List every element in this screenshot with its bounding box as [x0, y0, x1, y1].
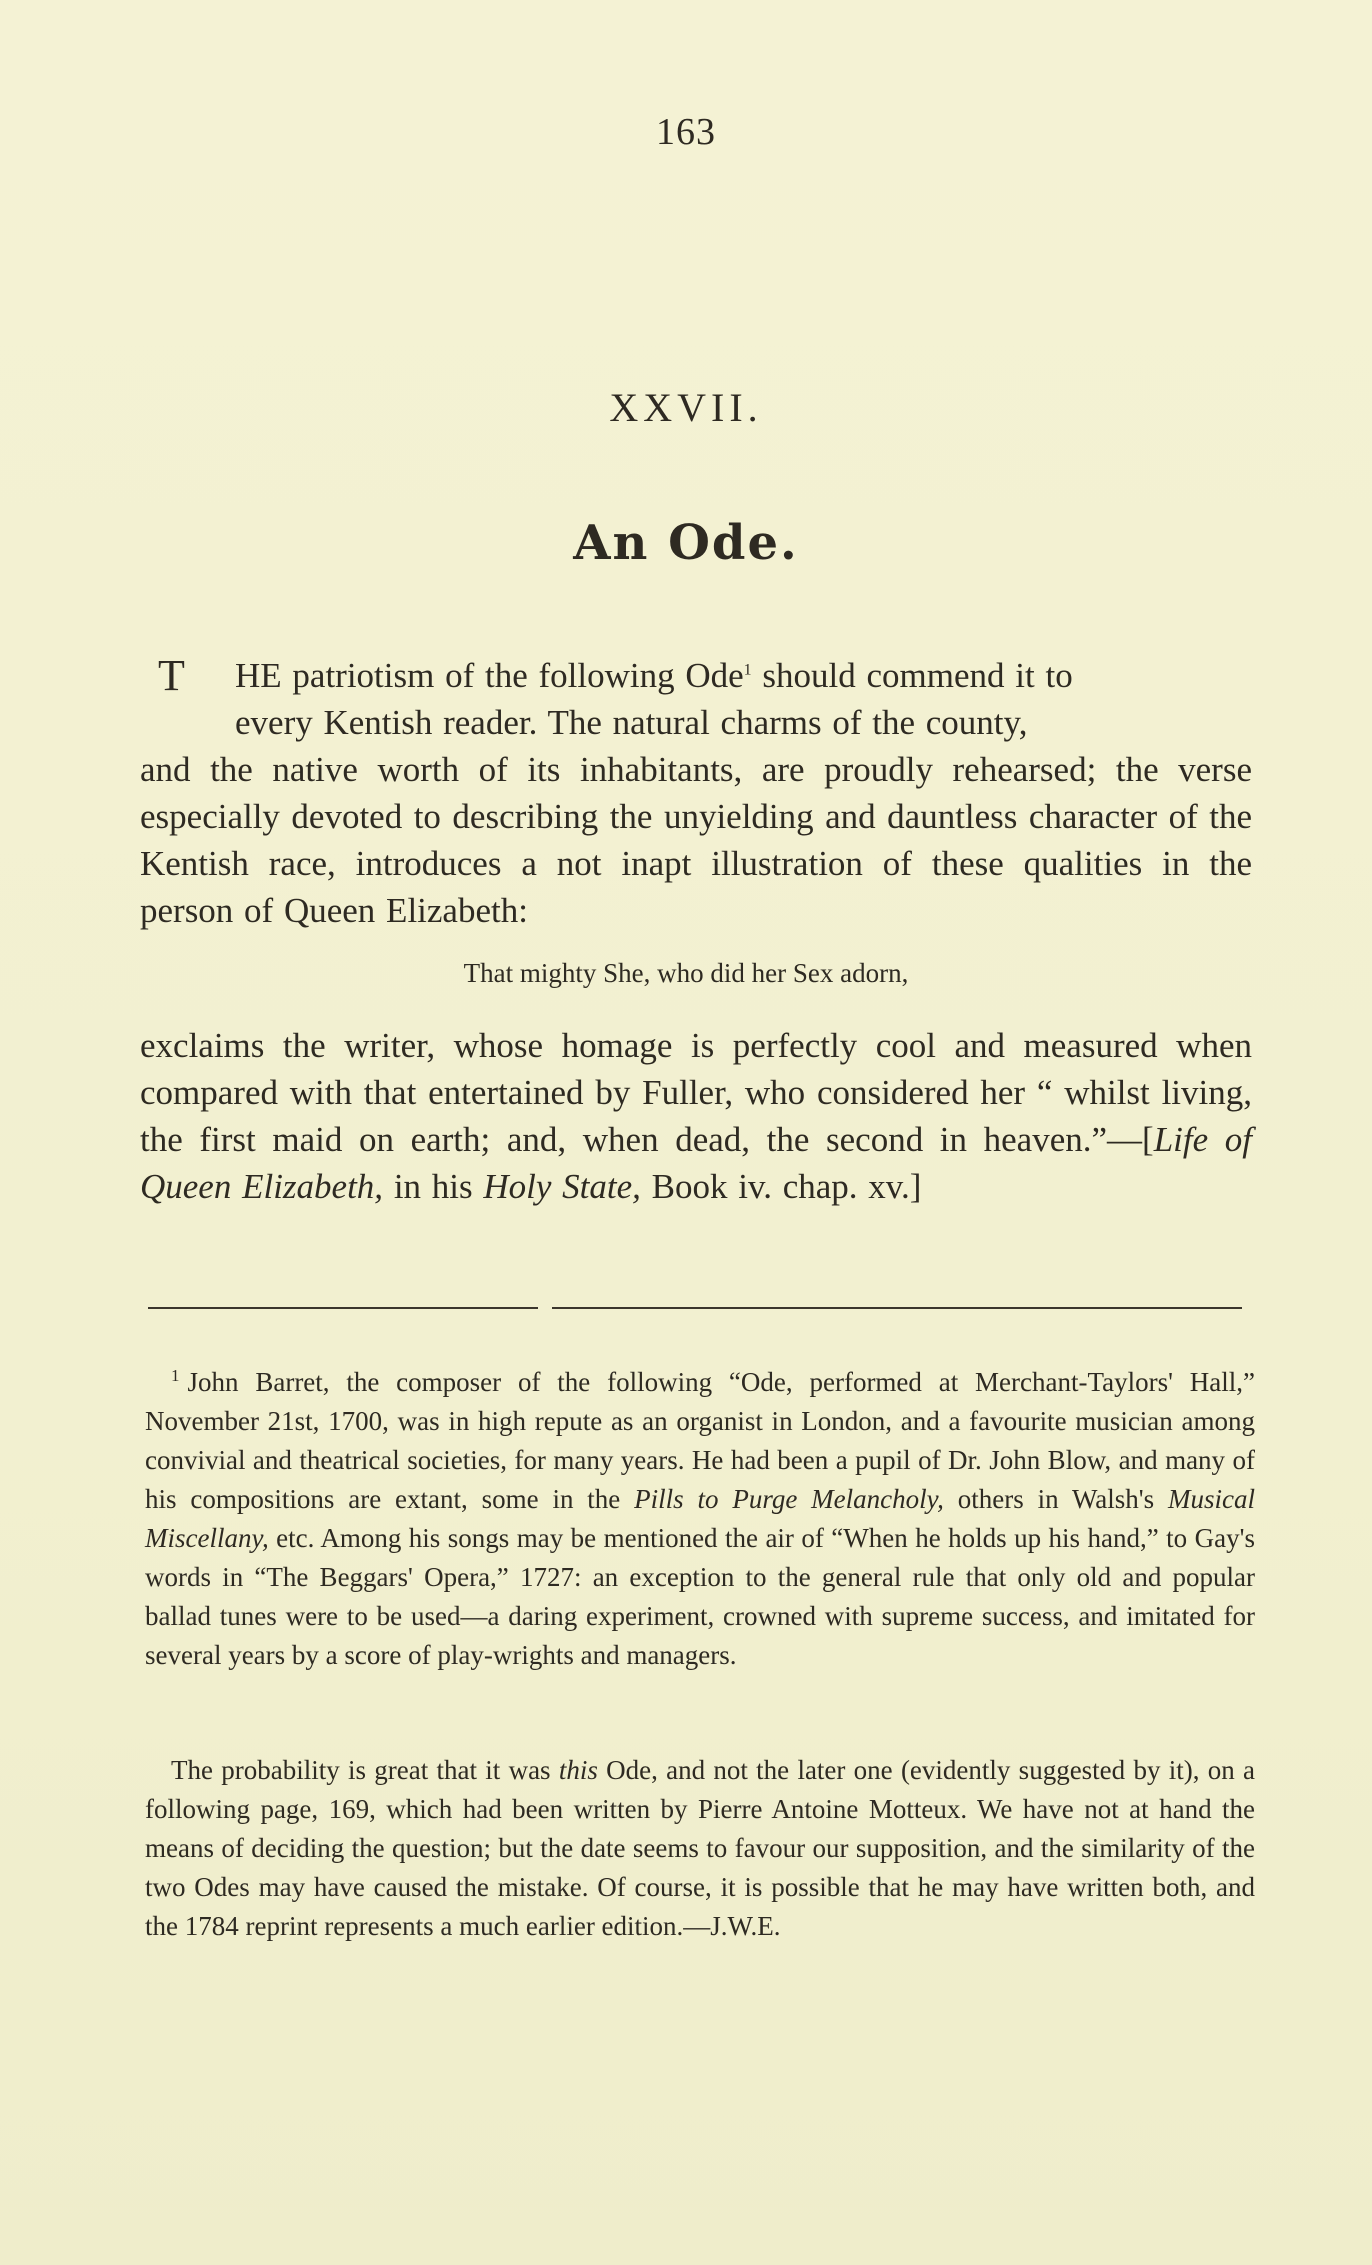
continuation-text: exclaims the writer, whose homage is perfectly cool and measured when compared with that entertained by Fuller, who considered her “ whilst living, the first maid on earth; and, when dead, the second in heaven.”—[	[140, 1026, 1252, 1159]
footnote-1-italic-miscellany: Musical Miscellany,	[145, 1484, 1255, 1553]
footnote-1-text-a: John Barret, the composer of the following “Ode, performed at Merchant-Taylors' Hall,” November 21st, 1700, was in high repute as an organist in London, and a favourite musician among convivial and theatrical societies, for many years. He had been a pupil of Dr. John Blow, and many of his compositions are extant, some in the	[145, 1367, 1255, 1514]
book-title-life-of-queen: Life of Queen Elizabeth,	[140, 1120, 1252, 1206]
chapter-number: XXVII.	[609, 385, 763, 430]
intro-paragraph	[140, 652, 1252, 934]
intro-first-line	[140, 652, 1252, 699]
intro-rest: and the native worth of its inhabitants, are proudly rehearsed; the verse especially devoted to describing the unyielding and dauntless character of the Kentish race, introduces a not inapt illustration of these qualities in the person of Queen Elizabeth:	[140, 750, 1252, 930]
intro-line2: every Kentish reader. The natural charms of the county,	[235, 703, 1028, 742]
quotation: That mighty She, who did her Sex adorn,	[463, 958, 909, 988]
footnote-1-text-c: etc. Among his songs may be mentioned the air of “When he holds up his hand,” to Gay's words in “The Beggars' Opera,” 1727: an exception to the general rule that only old and popular ballad tunes were to be used—a daring experiment, crowned with supreme success, and imitated for several years by a score of play-wrights and managers.	[145, 1523, 1255, 1670]
page-number: 163	[656, 111, 716, 153]
continuation-paragraph	[140, 1022, 1252, 1210]
footnote-2-text-b: Ode, and not the later one (evidently suggested by it), on a following page, 169, which had been written by Pierre Antoine Motteux. We have not at hand the means of deciding the question; but the date seems to favour our supposition, and the similarity of the two Odes may have caused the mistake. Of course, it is possible that he may have written both, and the 1784 reprint represents a much earlier edition.—J.W.E.	[145, 1755, 1255, 1941]
footnote-divider-right	[552, 1307, 1242, 1309]
page-title: An Ode.	[573, 515, 799, 571]
footnote-1	[145, 1356, 1255, 1675]
continuation-end: Book iv. chap. xv.]	[640, 1167, 922, 1206]
footnote-2	[145, 1751, 1255, 1946]
continuation-mid: in his	[383, 1167, 484, 1206]
footnote-divider-left	[148, 1307, 538, 1309]
footnote-marker: 1	[171, 1366, 180, 1385]
drop-cap: T	[158, 651, 185, 700]
footnote-1-italic-pills: Pills to Purge Melancholy,	[634, 1484, 944, 1514]
footnote-2-text-a: The probability is great that it was	[171, 1755, 559, 1785]
intro-line1: HE patriotism of the following Ode	[235, 656, 744, 695]
book-title-holy-state: Holy State,	[483, 1167, 641, 1206]
footnote-2-italic-this: this	[558, 1755, 598, 1785]
footnote-1-text-b: others in Walsh's	[943, 1484, 1168, 1514]
footnote-ref[interactable]: 1	[743, 661, 752, 679]
intro-line1-after: should commend it to	[751, 656, 1073, 695]
